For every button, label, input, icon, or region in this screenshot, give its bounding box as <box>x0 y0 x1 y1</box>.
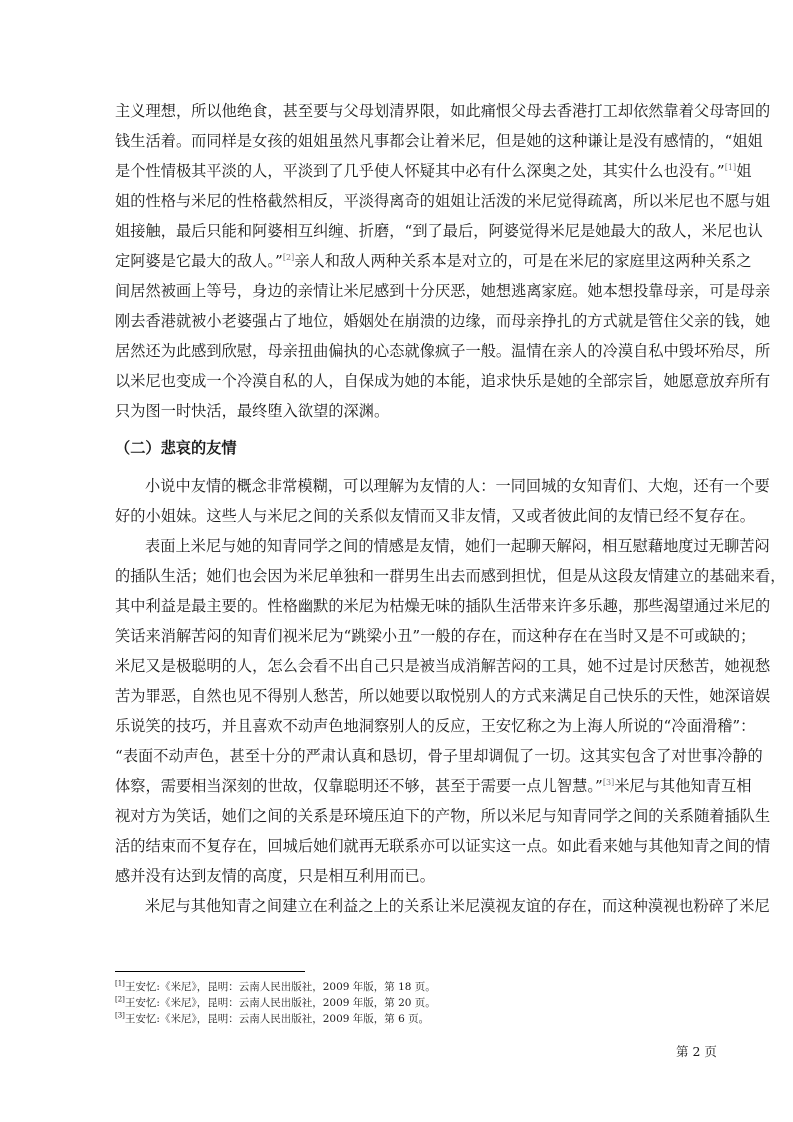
body-text-line: 乐说笑的技巧，并且喜欢不动声色地洞察别人的反应，王安忆称之为上海人所说的“冷面滑稽”： <box>115 717 756 735</box>
footnote-mark: [1] <box>115 979 125 988</box>
body-text-line <box>115 251 752 271</box>
body-text-line: 笑话来消解苦闷的知青们视米尼为“跳梁小丑”一般的存在，而这种存在在当时又是不可或缺的； <box>115 627 756 645</box>
body-text-line: 好的小姐妹。这些人与米尼之间的关系似友情而又非友情，又或者彼此间的友情已经不复存在。 <box>115 507 755 525</box>
body-text-line: 活的结束而不复存在，回城后她们就再无联系亦可以证实这一点。如此看来她与其他知青之间的情 <box>115 837 771 855</box>
body-text-line: 的插队生活；她们也会因为米尼单独和一群男生出去而感到担忧，但是从这段友情建立的基础来看， <box>115 567 786 585</box>
body-text-line <box>115 776 752 796</box>
body-text-line: 刚去香港就被小老婆强占了地位，婚姻处在崩溃的边缘，而母亲挣扎的方式就是管住父亲的钱，她 <box>115 312 771 330</box>
body-text-segment: 定阿婆是它最大的敌人。” <box>115 252 283 270</box>
body-text-segment: 姐 <box>736 162 752 180</box>
body-text-line: 米尼与其他知青之间建立在利益之上的关系让米尼漠视友谊的存在，而这种漠视也粉碎了米尼 <box>145 897 770 915</box>
body-text-line: “表面不动声色，甚至十分的严肃认真和恳切，骨子里却调侃了一切。这其实包含了对世事冷静的 <box>115 747 763 765</box>
body-text-line: 感并没有达到友情的高度，只是相互利用而已。 <box>115 867 435 885</box>
body-text-line <box>115 161 752 181</box>
footnote-mark: [2] <box>115 995 125 1004</box>
footnote <box>115 996 436 1010</box>
body-text-line: 米尼又是极聪明的人，怎么会看不出自己只是被当成消解苦闷的工具，她不过是讨厌愁苦，她视愁 <box>115 657 771 675</box>
page-number: 第 2 页 <box>676 1044 717 1059</box>
body-text-line: 其中利益是最主要的。性格幽默的米尼为枯燥无味的插队生活带来许多乐趣，那些渴望通过米尼的 <box>115 597 771 615</box>
footnote-text: 王安忆:《米尼》，昆明：云南人民出版社，2009 年版，第 18 页。 <box>124 981 436 993</box>
footnote-ref[interactable]: [1] <box>724 162 737 172</box>
body-text-line: 小说中友情的概念非常模糊，可以理解为友情的人：一同回城的女知青们、大炮，还有一个要 <box>145 477 770 495</box>
body-text-line: 视对方为笑话，她们之间的关系是环境压迫下的产物，所以米尼与知青同学之间的关系随着插队生 <box>115 807 771 825</box>
footnote <box>115 1012 429 1026</box>
body-text-segment: 体察，需要相当深刻的世故，仅靠聪明还不够，甚至于需要一点儿智慧。” <box>115 777 603 795</box>
body-text-segment: 是个性情极其平淡的人，平淡到了几乎使人怀疑其中必有什么深奥之处，其实什么也没有。” <box>115 162 725 180</box>
body-text-line: 以米尼也变成一个冷漠自私的人，自保成为她的本能，追求快乐是她的全部宗旨，她愿意放弃所有 <box>115 372 771 390</box>
body-text-line: 表面上米尼与她的知青同学之间的情感是友情，她们一起聊天解闷，相互慰藉地度过无聊苦闷 <box>145 537 770 555</box>
footnote <box>115 980 436 994</box>
body-text-line: 钱生活着。而同样是女孩的姐姐虽然凡事都会让着米尼，但是她的这种谦让是没有感情的，“姐姐 <box>115 132 763 150</box>
body-text-line: 只为图一时快活，最终堕入欲望的深渊。 <box>115 402 390 420</box>
body-text-line: 姐接触，最后只能和阿婆相互纠缠、折磨，“到了最后，阿婆觉得米尼是她最大的敌人，米尼也认 <box>115 222 763 240</box>
body-text-segment: 亲人和敌人两种关系本是对立的，可是在米尼的家庭里这两种关系之 <box>294 252 752 270</box>
body-text-line: 苦为罪恶，自然也见不得别人愁苦，所以她要以取悦别人的方式来满足自己快乐的天性，她深谙娱 <box>115 687 771 705</box>
footnote-text: 王安忆:《米尼》，昆明：云南人民出版社，2009 年版，第 20 页。 <box>124 997 436 1009</box>
body-text-line: 主义理想，所以他绝食，甚至要与父母划清界限，如此痛恨父母去香港打工却依然靠着父母寄回的 <box>115 102 771 120</box>
footnote-divider <box>115 971 305 972</box>
footnote-ref[interactable]: [2] <box>282 252 295 262</box>
body-text-line: 姐的性格与米尼的性格截然相反，平淡得离奇的姐姐让活泼的米尼觉得疏离，所以米尼也不愿与姐 <box>115 192 771 210</box>
footnote-ref[interactable]: [3] <box>602 777 615 787</box>
body-text-line: 居然还为此感到欣慰，母亲扭曲偏执的心态就像疯子一般。温情在亲人的冷漠自私中毁坏殆尽，所 <box>115 342 771 360</box>
body-text-segment: 米尼与其他知青互相 <box>614 777 752 795</box>
footnote-text: 王安忆:《米尼》，昆明：云南人民出版社，2009 年版，第 6 页。 <box>124 1013 430 1025</box>
body-text-line: 间居然被画上等号，身边的亲情让米尼感到十分厌恶，她想逃离家庭。她本想投靠母亲，可是母亲 <box>115 282 771 300</box>
footnote-mark: [3] <box>115 1011 125 1020</box>
section-heading: （二）悲哀的友情 <box>115 439 237 457</box>
